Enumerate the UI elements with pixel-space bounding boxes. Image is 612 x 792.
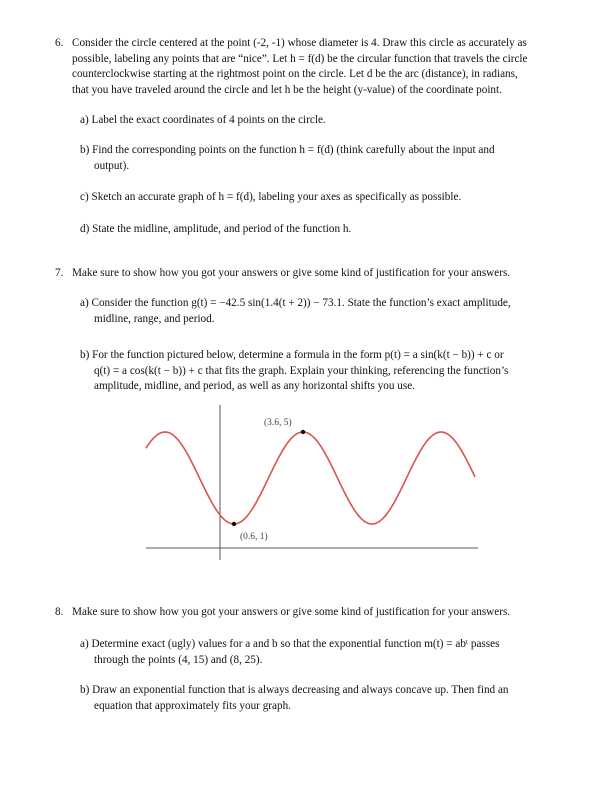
part-line: q(t) = a cos(k(t − b)) + c that fits the graph. Explain your thinking, referencing the function’s [94, 364, 509, 377]
q7-part-b [80, 348, 560, 395]
q8-part-a [80, 637, 560, 668]
maximum-point [301, 430, 305, 434]
part-line: b) Draw an exponential function that is always decreasing and always concave up. Then find an [80, 684, 509, 696]
part-line: equation that approximately fits your graph. [94, 699, 291, 712]
prompt-line: Make sure to show how you got your answers or give some kind of justification for your answers. [72, 267, 511, 279]
question-number: 7. [55, 267, 64, 279]
part-line: amplitude, midline, and period, as well as any horizontal shifts you use. [94, 380, 415, 392]
sine-curve [146, 432, 475, 524]
part-line: b) For the function pictured below, determine a formula in the form p(t) = a sin(k(t − b)) + c or [80, 349, 504, 361]
q6-part-d: d) State the midline, amplitude, and period of the function h. [80, 223, 352, 235]
prompt-line: Make sure to show how you got your answers or give some kind of justification for your answers. [72, 606, 511, 618]
question-7 [55, 266, 575, 282]
q8-part-b [80, 683, 560, 714]
prompt-line: that you have traveled around the circle and let h be the height (y-value) of the coordinate point. [72, 83, 502, 96]
maximum-point-label: (3.6, 5) [264, 418, 292, 428]
question-6 [55, 36, 575, 98]
part-line: b) Find the corresponding points on the function h = f(d) (think carefully about the input and [80, 144, 495, 156]
question-number: 6. [55, 37, 64, 49]
minimum-point-label: (0.6, 1) [240, 532, 268, 542]
q6-part-c: c) Sketch an accurate graph of h = f(d), labeling your axes as specifically as possible. [80, 191, 462, 203]
part-line: midline, range, and period. [94, 312, 215, 325]
q6-part-b [80, 143, 560, 174]
question-prompt [72, 36, 575, 98]
prompt-line: Consider the circle centered at the point (-2, -1) whose diameter is 4. Draw this circle as accurately as [72, 37, 527, 49]
question-number: 8. [55, 606, 64, 618]
minimum-point [232, 522, 236, 526]
part-line: a) Consider the function g(t) = −42.5 sin(1.4(t + 2)) − 73.1. State the function’s exact amplitude, [80, 297, 511, 309]
part-line: through the points (4, 15) and (8, 25). [94, 653, 263, 666]
q6-part-a: a) Label the exact coordinates of 4 points on the circle. [80, 114, 326, 126]
part-line: output). [94, 159, 130, 172]
sinusoid-graph [140, 405, 485, 565]
prompt-line: possible, labeling any points that are “nice”. Let h = f(d) be the circular function that travels the circle [72, 52, 528, 65]
part-line: a) Determine exact (ugly) values for a and b so that the exponential function m(t) = abᵗ passes [80, 638, 500, 650]
prompt-line: counterclockwise starting at the rightmost point on the circle. Let d be the arc (distance), in radians, [72, 68, 518, 80]
q7-part-a [80, 296, 560, 327]
question-8 [55, 605, 575, 621]
